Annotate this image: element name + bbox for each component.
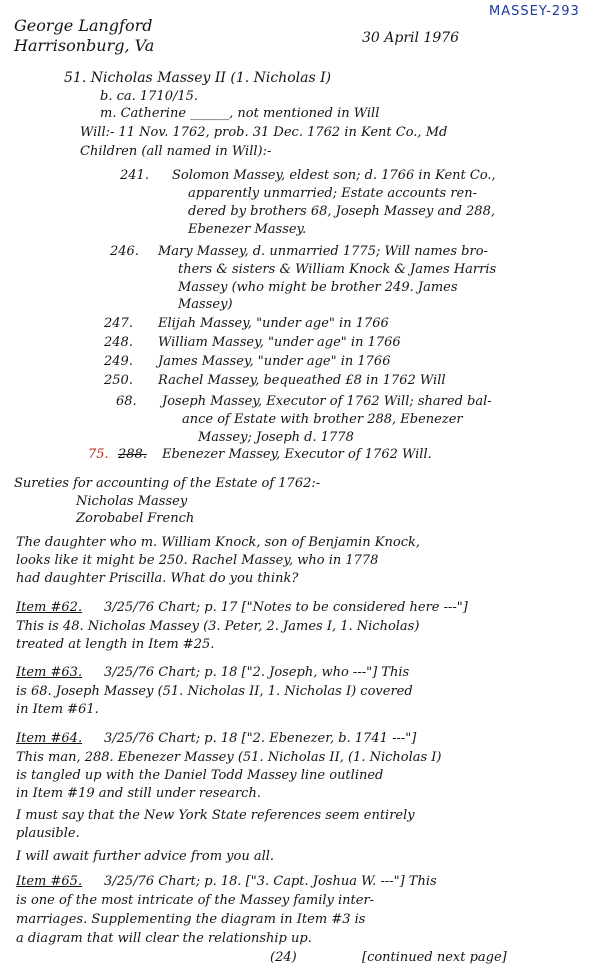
child-line: Mary Massey, d. unmarried 1775; Will names bro- xyxy=(158,244,488,259)
item-label: Item #65. xyxy=(16,874,83,889)
sureties-heading: Sureties for accounting of the Estate of 1762:- xyxy=(14,476,321,491)
entry-married: m. Catherine ______, not mentioned in Will xyxy=(100,106,380,121)
child-line: thers & sisters & William Knock & James Harris xyxy=(178,262,497,277)
entry-born: b. ca. 1710/15. xyxy=(100,89,199,104)
child-line: Massey) xyxy=(178,297,233,312)
child-line: Solomon Massey, eldest son; d. 1766 in Kent Co., xyxy=(172,168,496,183)
child-number: 247. xyxy=(104,316,133,331)
child-line: Rachel Massey, bequeathed £8 in 1762 Will xyxy=(158,373,446,388)
item-line: in Item #61. xyxy=(16,702,99,717)
item-heading: 3/25/76 Chart; p. 18 ["2. Ebenezer, b. 1741 ---"] xyxy=(104,731,417,746)
daughter-note-line: had daughter Priscilla. What do you think? xyxy=(16,571,299,586)
surety-name: Zorobabel French xyxy=(76,511,195,526)
daughter-note-line: looks like it might be 250. Rachel Massey, who in 1778 xyxy=(16,553,379,568)
item-line: in Item #19 and still under research. xyxy=(16,786,261,801)
child-number-corrected: 75. xyxy=(88,447,109,462)
child-number: 250. xyxy=(104,373,133,388)
child-number: 246. xyxy=(110,244,139,259)
child-line: apparently unmarried; Estate accounts ren- xyxy=(188,186,477,201)
child-number: 241. xyxy=(120,168,149,183)
entry-will: Will:- 11 Nov. 1762, prob. 31 Dec. 1762 in Kent Co., Md xyxy=(80,125,448,140)
item-line: This is 48. Nicholas Massey (3. Peter, 2. James I, 1. Nicholas) xyxy=(16,619,420,634)
child-line: Massey; Joseph d. 1778 xyxy=(198,430,354,445)
children-heading: Children (all named in Will):- xyxy=(80,144,272,159)
child-line: Ebenezer Massey, Executor of 1762 Will. xyxy=(162,447,432,462)
item-line: plausible. xyxy=(16,826,80,841)
child-number: 248. xyxy=(104,335,133,350)
daughter-note-line: The daughter who m. William Knock, son of Benjamin Knock, xyxy=(16,535,420,550)
child-line: Joseph Massey, Executor of 1762 Will; shared bal- xyxy=(162,394,492,409)
item-line: a diagram that will clear the relationship up. xyxy=(16,931,312,946)
surety-name: Nicholas Massey xyxy=(76,494,188,509)
item-line: treated at length in Item #25. xyxy=(16,637,215,652)
item-line: marriages. Supplementing the diagram in Item #3 is xyxy=(16,912,366,927)
item-line: I must say that the New York State references seem entirely xyxy=(16,808,415,823)
child-line: William Massey, "under age" in 1766 xyxy=(158,335,401,350)
child-number-struck: 288. xyxy=(118,447,147,462)
child-number: 249. xyxy=(104,354,133,369)
child-line: Ebenezer Massey. xyxy=(188,222,307,237)
item-line: This man, 288. Ebenezer Massey (51. Nicholas II, (1. Nicholas I) xyxy=(16,750,442,765)
item-label: Item #64. xyxy=(16,731,83,746)
child-line: dered by brothers 68, Joseph Massey and 288, xyxy=(188,204,495,219)
page-number: (24) xyxy=(270,950,297,965)
child-number: 68. xyxy=(116,394,137,409)
item-heading: 3/25/76 Chart; p. 17 ["Notes to be considered here ---"] xyxy=(104,600,468,615)
author-location: Harrisonburg, Va xyxy=(14,36,155,55)
item-line: I will await further advice from you all. xyxy=(16,849,275,864)
author-name: George Langford xyxy=(14,16,153,35)
child-line: Elijah Massey, "under age" in 1766 xyxy=(158,316,389,331)
reference-id: MASSEY-293 xyxy=(489,4,580,19)
item-label: Item #62. xyxy=(16,600,83,615)
item-label: Item #63. xyxy=(16,665,83,680)
item-heading: 3/25/76 Chart; p. 18. ["3. Capt. Joshua W. ---"] This xyxy=(104,874,437,889)
item-heading: 3/25/76 Chart; p. 18 ["2. Joseph, who ---"] This xyxy=(104,665,410,680)
child-line: ance of Estate with brother 288, Ebenezer xyxy=(182,412,463,427)
letter-date: 30 April 1976 xyxy=(362,30,460,46)
continued-note: [continued next page] xyxy=(362,950,507,965)
child-line: James Massey, "under age" in 1766 xyxy=(158,354,391,369)
child-line: Massey (who might be brother 249. James xyxy=(178,280,458,295)
item-line: is tangled up with the Daniel Todd Massey line outlined xyxy=(16,768,384,783)
item-line: is one of the most intricate of the Massey family inter- xyxy=(16,893,375,908)
item-line: is 68. Joseph Massey (51. Nicholas II, 1. Nicholas I) covered xyxy=(16,684,413,699)
entry-heading: 51. Nicholas Massey II (1. Nicholas I) xyxy=(64,70,332,86)
